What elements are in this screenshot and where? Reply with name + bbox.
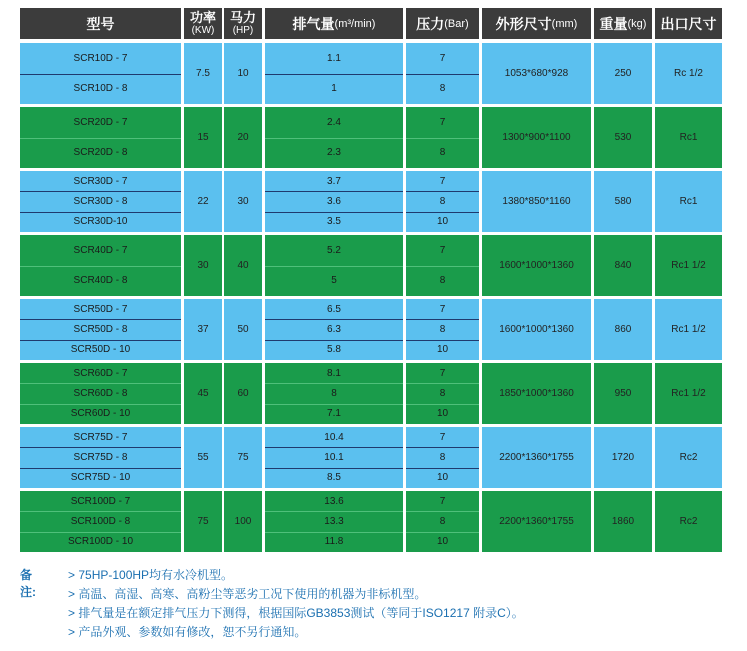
cell-outlet [655,235,722,296]
hp-value: 50 [237,324,249,335]
dimensions-value: 1380*850*1160 [502,196,571,207]
cell-outlet [655,299,722,360]
cell-kw [184,171,222,232]
row-divider [406,447,479,448]
header-power-kw-label: 功率 [189,9,216,25]
hp-value: 20 [237,132,249,143]
cell-weight [594,299,652,360]
header-pressure [406,8,479,39]
models-value: SCR50D - 8 [73,323,128,335]
row-divider [406,138,479,139]
models-value: SCR40D - 8 [73,275,128,287]
cell-kw [184,235,222,296]
row-divider [406,212,479,213]
row-divider [406,74,479,75]
models-value: SCR10D - 8 [73,83,128,95]
models-value: SCR20D - 7 [73,116,128,128]
kw-value: 30 [197,260,209,271]
pressure-value: 7 [439,116,446,128]
models-value: SCR50D - 7 [73,303,128,315]
outlet-value: Rc1 1/2 [671,324,706,335]
cell-displacement [265,107,403,168]
row-divider [20,447,181,448]
dimensions-value: 1850*1000*1360 [499,388,574,399]
row-divider [406,468,479,469]
cell-models [20,107,181,168]
header-weight [594,8,652,39]
outlet-value: Rc1 [679,196,698,207]
pressure-value: 10 [436,536,449,548]
kw-value: 75 [197,516,209,527]
header-power-kw [184,8,222,39]
header-outlet-label: 出口尺寸 [660,15,717,32]
hp-value: 40 [237,260,249,271]
pressure-value: 8 [439,147,446,159]
cell-outlet [655,171,722,232]
models-value: SCR100D - 8 [70,515,131,527]
models-value: SCR100D - 10 [67,536,134,548]
displacement-value: 13.6 [324,495,344,507]
dimensions-value: 1600*1000*1360 [499,324,574,335]
row-divider [265,138,403,139]
pressure-value: 7 [439,244,446,256]
outlet-value: Rc2 [679,452,698,463]
row-divider [265,404,403,405]
displacement-value: 1.1 [327,52,341,64]
cell-models [20,43,181,104]
cell-displacement [265,235,403,296]
pressure-value: 7 [439,175,446,187]
header-displacement-label: 排气量 [292,15,335,32]
header-displacement [265,8,403,39]
cell-models [20,491,181,552]
models-value: SCR10D - 7 [73,52,128,64]
cell-hp [224,43,262,104]
kw-value: 7.5 [196,68,210,79]
kw-value: 22 [197,196,209,207]
pressure-value: 8 [439,195,446,207]
cell-outlet [655,107,722,168]
cell-hp [224,171,262,232]
header-weight-label: 重量 [599,15,628,32]
cell-dimensions [482,427,591,488]
pressure-value: 8 [439,515,446,527]
cell-kw [184,299,222,360]
header-dimensions-unit: (mm) [551,17,578,30]
models-value: SCR60D - 7 [73,367,128,379]
cell-displacement [265,171,403,232]
row-divider [20,511,181,512]
displacement-value: 13.3 [324,515,344,527]
header-power-hp-label: 马力 [229,9,256,25]
cell-dimensions [482,171,591,232]
header-model-label: 型号 [86,15,115,32]
row-divider [265,511,403,512]
cell-outlet [655,43,722,104]
models-value: SCR20D - 8 [73,147,128,159]
displacement-value: 7.1 [327,408,341,420]
cell-weight [594,107,652,168]
outlet-value: Rc2 [679,516,698,527]
row-divider [20,212,181,213]
cell-models [20,299,181,360]
header-pressure-unit: (Bar) [444,17,469,30]
displacement-value: 11.8 [324,536,344,548]
kw-value: 37 [197,324,209,335]
header-displacement-unit: (m³/min) [334,17,376,30]
row-divider [20,319,181,320]
cell-pressure [406,299,479,360]
hp-value: 75 [237,452,249,463]
models-value: SCR50D - 10 [70,344,131,356]
cell-outlet [655,491,722,552]
row-divider [406,319,479,320]
displacement-value: 2.3 [327,147,341,159]
outlet-value: Rc1 [679,132,698,143]
models-value: SCR30D - 8 [73,195,128,207]
cell-displacement [265,299,403,360]
row-divider [20,383,181,384]
models-value: SCR60D - 8 [73,387,128,399]
dimensions-value: 1053*680*928 [504,68,569,79]
dimensions-value: 2200*1360*1755 [499,452,574,463]
displacement-value: 3.6 [327,195,341,207]
header-power-hp-unit: (HP) [232,24,254,36]
outlet-value: Rc 1/2 [674,68,703,79]
row-divider [265,266,403,267]
row-divider [265,319,403,320]
cell-weight [594,43,652,104]
cell-outlet [655,427,722,488]
displacement-value: 3.5 [327,216,341,228]
weight-value: 1860 [611,516,635,527]
row-divider [406,383,479,384]
displacement-value: 10.4 [324,431,344,443]
models-value: SCR100D - 7 [70,495,131,507]
row-divider [20,340,181,341]
cell-weight [594,235,652,296]
models-value: SCR30D - 7 [73,175,128,187]
models-value: SCR60D - 10 [70,408,131,420]
row-divider [265,340,403,341]
outlet-value: Rc1 1/2 [671,388,706,399]
cell-dimensions [482,43,591,104]
cell-models [20,235,181,296]
row-divider [20,191,181,192]
note-line: > 75HP-100HP均有水冷机型。 [68,568,234,582]
row-divider [20,138,181,139]
row-divider [265,532,403,533]
row-divider [20,74,181,75]
displacement-value: 8.5 [327,472,341,484]
cell-pressure [406,43,479,104]
kw-value: 15 [197,132,209,143]
pressure-value: 7 [439,431,446,443]
displacement-value: 8.1 [327,367,341,379]
cell-hp [224,235,262,296]
cell-pressure [406,107,479,168]
pressure-value: 8 [439,387,446,399]
cell-dimensions [482,299,591,360]
row-divider [406,532,479,533]
cell-kw [184,491,222,552]
weight-value: 950 [614,388,632,399]
row-divider [406,191,479,192]
row-divider [406,340,479,341]
hp-value: 10 [237,68,249,79]
header-power-kw-unit: (KW) [191,24,215,36]
outlet-value: Rc1 1/2 [671,260,706,271]
cell-dimensions [482,491,591,552]
cell-pressure [406,427,479,488]
cell-kw [184,363,222,424]
dimensions-value: 1300*900*1100 [502,132,571,143]
header-dimensions [482,8,591,39]
cell-hp [224,299,262,360]
weight-value: 250 [614,68,632,79]
pressure-value: 7 [439,52,446,64]
cell-pressure [406,363,479,424]
pressure-value: 10 [436,408,449,420]
weight-value: 840 [614,260,632,271]
cell-kw [184,427,222,488]
pressure-value: 8 [439,323,446,335]
cell-pressure [406,491,479,552]
cell-kw [184,43,222,104]
row-divider [265,191,403,192]
header-model [20,8,181,39]
hp-value: 30 [237,196,249,207]
models-value: SCR30D-10 [73,216,128,228]
cell-displacement [265,363,403,424]
row-divider [265,468,403,469]
cell-models [20,171,181,232]
displacement-value: 8 [331,387,337,399]
row-divider [406,511,479,512]
cell-dimensions [482,107,591,168]
displacement-value: 3.7 [327,175,341,187]
pressure-value: 10 [436,472,449,484]
header-pressure-label: 压力 [416,15,445,32]
displacement-value: 2.4 [327,116,341,128]
displacement-value: 6.5 [327,303,341,315]
cell-displacement [265,491,403,552]
weight-value: 1720 [611,452,635,463]
row-divider [265,74,403,75]
cell-pressure [406,171,479,232]
kw-value: 45 [197,388,209,399]
cell-weight [594,491,652,552]
displacement-value: 5.2 [327,244,341,256]
cell-weight [594,363,652,424]
displacement-value: 5 [331,275,337,287]
cell-hp [224,363,262,424]
row-divider [20,404,181,405]
cell-displacement [265,427,403,488]
hp-value: 100 [234,516,252,527]
row-divider [20,266,181,267]
pressure-value: 7 [439,495,446,507]
weight-value: 580 [614,196,632,207]
cell-weight [594,171,652,232]
pressure-value: 10 [436,216,449,228]
cell-hp [224,107,262,168]
note-line: > 排气量是在额定排气压力下测得，根据国际GB3853测试（等同于ISO1217 附录C）。 [68,606,524,620]
dimensions-value: 2200*1360*1755 [499,516,574,527]
header-weight-unit: (kg) [627,17,647,30]
cell-hp [224,427,262,488]
header-dimensions-label: 外形尺寸 [495,15,552,32]
cell-displacement [265,43,403,104]
weight-value: 530 [614,132,632,143]
pressure-value: 8 [439,83,446,95]
row-divider [20,468,181,469]
note-line: > 高温、高湿、高寒、高粉尘等恶劣工况下使用的机器为非标机型。 [68,587,427,601]
models-value: SCR75D - 10 [70,472,131,484]
dimensions-value: 1600*1000*1360 [499,260,574,271]
pressure-value: 8 [439,275,446,287]
header-outlet [655,8,722,39]
cell-weight [594,427,652,488]
cell-dimensions [482,363,591,424]
pressure-value: 10 [436,344,449,356]
pressure-value: 7 [439,367,446,379]
cell-models [20,427,181,488]
row-divider [20,532,181,533]
cell-kw [184,107,222,168]
row-divider [406,404,479,405]
cell-dimensions [482,235,591,296]
displacement-value: 10.1 [324,451,344,463]
displacement-value: 6.3 [327,323,341,335]
row-divider [265,447,403,448]
cell-models [20,363,181,424]
row-divider [265,383,403,384]
models-value: SCR75D - 8 [73,451,128,463]
cell-pressure [406,235,479,296]
models-value: SCR75D - 7 [73,431,128,443]
cell-outlet [655,363,722,424]
kw-value: 55 [197,452,209,463]
notes-label: 备注: [20,568,36,599]
displacement-value: 1 [331,83,337,95]
note-line: > 产品外观、参数如有修改，恕不另行通知。 [68,625,307,639]
row-divider [406,266,479,267]
pressure-value: 8 [439,451,446,463]
weight-value: 860 [614,324,632,335]
models-value: SCR40D - 7 [73,244,128,256]
header-power-hp [224,8,262,39]
cell-hp [224,491,262,552]
row-divider [265,212,403,213]
hp-value: 60 [237,388,249,399]
displacement-value: 5.8 [327,344,341,356]
pressure-value: 7 [439,303,446,315]
